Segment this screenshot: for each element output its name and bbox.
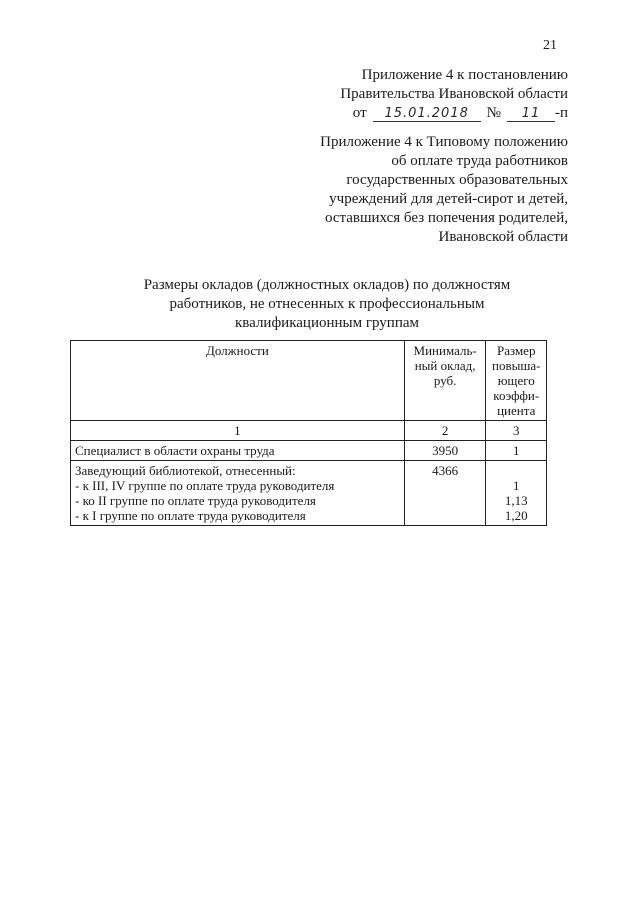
header-coef-line: ющего: [497, 373, 535, 388]
header-coef-line: циента: [497, 403, 536, 418]
header-coef: [486, 341, 547, 421]
librarian-group: - к III, IV группе по оплате труда руководителя: [75, 478, 335, 493]
librarian-group: - к I группе по оплате труда руководителя: [75, 508, 306, 523]
date-prefix: от: [352, 105, 367, 121]
title-line: работников, не отнесенных к профессиональным: [169, 296, 485, 312]
appendix-regulation-line: оставшихся без попечения родителей,: [324, 210, 568, 226]
column-number: 2: [404, 421, 486, 441]
appendix-resolution-line-2: Правительства Ивановской области: [340, 86, 568, 102]
handwritten-date: 15.01.2018: [373, 106, 481, 122]
position-cell: Специалист в области охраны труда: [71, 441, 405, 461]
number-label: №: [486, 105, 501, 121]
coef-value: 1,13: [504, 493, 528, 508]
header-coef-line: повыша-: [492, 358, 541, 373]
number-suffix: -п: [554, 105, 568, 121]
oklad-cell: 4366: [404, 461, 486, 526]
header-oklad: [404, 341, 486, 421]
header-position: Должности: [71, 341, 405, 421]
coef-cell: [486, 461, 547, 526]
handwritten-number: 11: [507, 106, 555, 122]
table-header-row: [71, 341, 547, 421]
page-number: 21: [543, 38, 557, 53]
appendix-regulation-line: учреждений для детей-сирот и детей,: [329, 191, 568, 207]
title-line: квалификационным группам: [234, 315, 420, 331]
salary-table: [70, 340, 547, 526]
header-oklad-line: руб.: [433, 373, 457, 388]
table-row: [71, 441, 547, 461]
position-cell: [71, 461, 405, 526]
coef-value: 1,20: [504, 508, 528, 523]
document-title: [120, 276, 534, 333]
column-number: 1: [71, 421, 405, 441]
appendix-regulation-line: Приложение 4 к Типовому положению: [320, 134, 568, 150]
column-number-row: [71, 421, 547, 441]
librarian-group: - ко II группе по оплате труда руководителя: [75, 493, 316, 508]
title-line: Размеры окладов (должностных окладов) по должностям: [143, 277, 511, 293]
coef-cell: 1: [486, 441, 547, 461]
oklad-cell: 3950: [404, 441, 486, 461]
header-coef-line: коэффи-: [493, 388, 540, 403]
coef-value: 1: [512, 478, 520, 493]
librarian-title: Заведующий библиотекой, отнесенный:: [75, 463, 296, 478]
appendix-regulation-line: об оплате труда работников: [391, 153, 568, 169]
appendix-regulation-line: государственных образовательных: [346, 172, 568, 188]
table-row: [71, 461, 547, 526]
appendix-resolution-block: [268, 66, 568, 123]
coef-spacer: [490, 463, 542, 478]
appendix-resolution-date-line: [268, 104, 568, 123]
column-number: 3: [486, 421, 547, 441]
header-coef-line: Размер: [497, 343, 536, 358]
appendix-regulation-line: Ивановской области: [438, 229, 568, 245]
appendix-resolution-line-1: Приложение 4 к постановлению: [361, 67, 568, 83]
appendix-regulation-block: [268, 133, 568, 247]
header-oklad-line: Минималь-: [413, 343, 477, 358]
header-oklad-line: ный оклад,: [414, 358, 476, 373]
